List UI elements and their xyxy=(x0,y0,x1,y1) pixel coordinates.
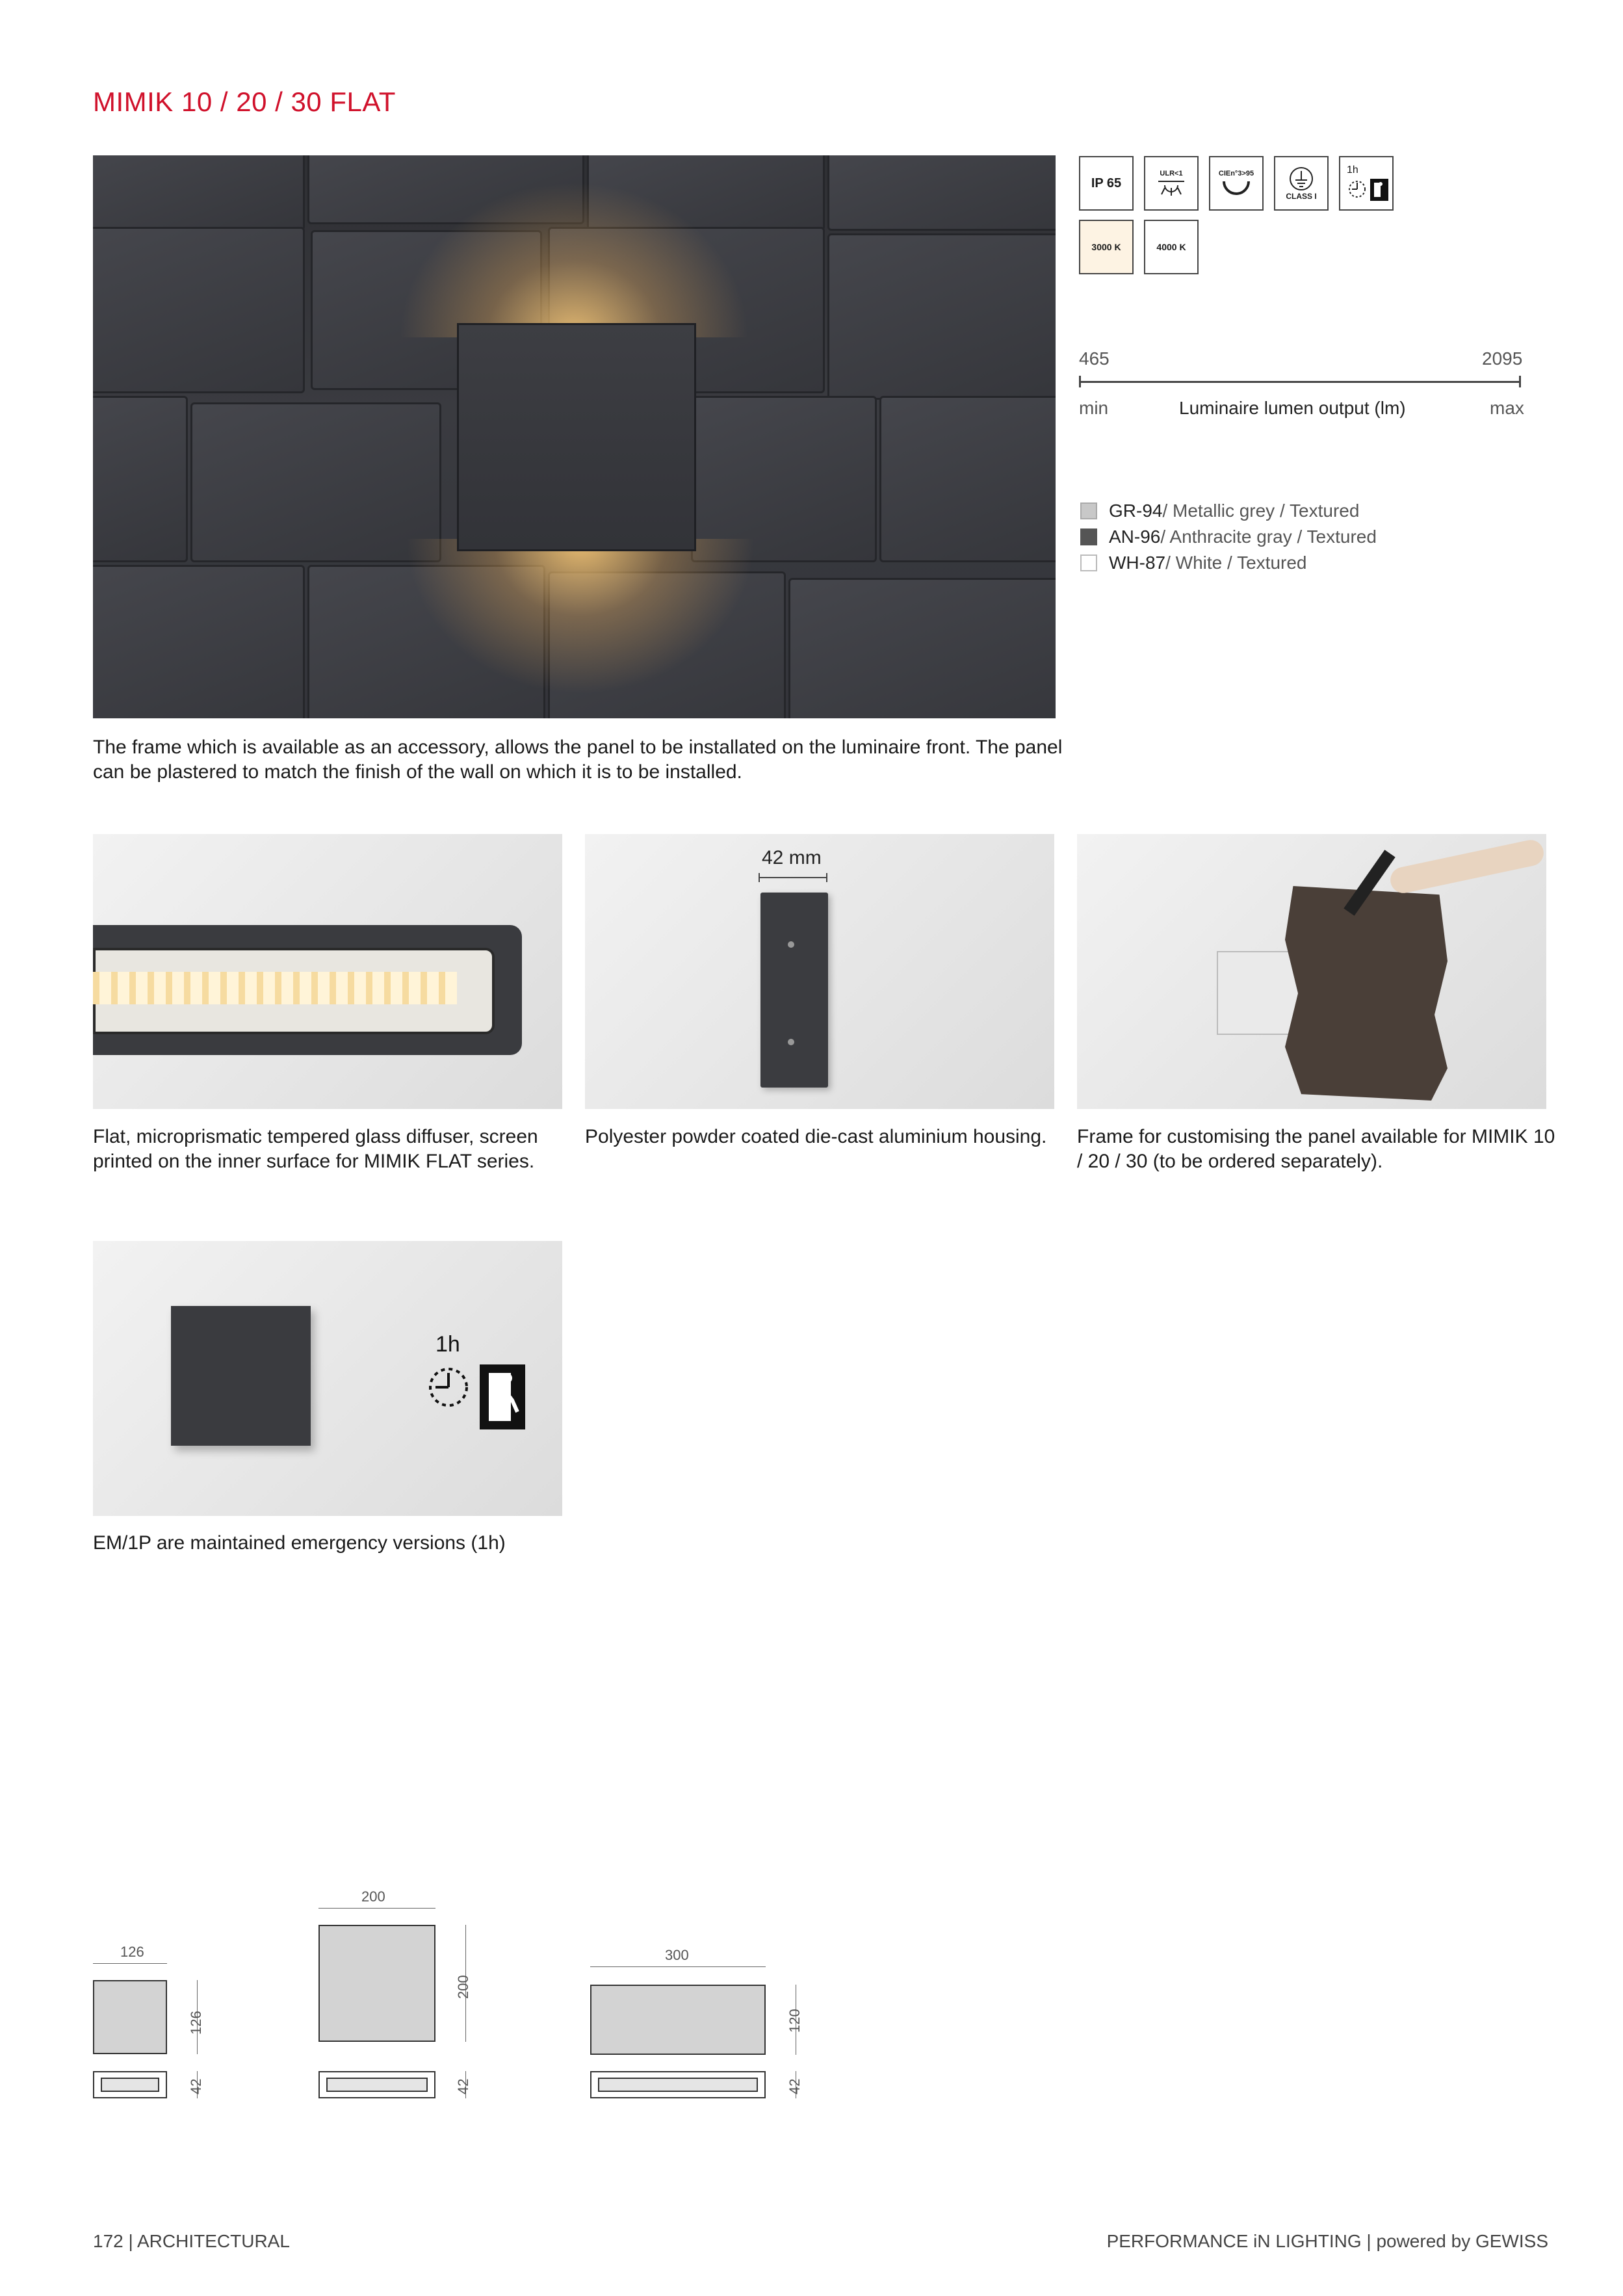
dim-depth: 42 xyxy=(786,2078,803,2094)
class-badge xyxy=(1274,156,1329,211)
hero-photo xyxy=(93,155,1056,718)
emergency-label: 1h xyxy=(1347,164,1358,176)
lumen-max-label: max xyxy=(1490,398,1524,418)
lumen-scale-line xyxy=(1079,381,1521,383)
luminaire xyxy=(457,323,696,551)
emergency-exit-icon xyxy=(1347,176,1390,202)
housing-caption: Polyester powder coated die-cast aluminium housing. xyxy=(585,1126,1047,1147)
class-label: CLASS I xyxy=(1286,192,1317,201)
dim-width: 126 xyxy=(120,1944,144,1960)
page-title: MIMIK 10 / 20 / 30 FLAT xyxy=(93,86,396,117)
earth-icon xyxy=(1288,166,1314,192)
footer-brand: PERFORMANCE iN LIGHTING | powered by GEWISS xyxy=(1106,2231,1548,2251)
swatch-anthracite xyxy=(1080,528,1097,545)
dim-width: 300 xyxy=(665,1947,689,1963)
swatch-grey xyxy=(1080,502,1097,519)
front-view xyxy=(590,1985,766,2055)
housing-dimension: 42 mm xyxy=(762,847,822,868)
dim-depth: 42 xyxy=(455,2078,471,2094)
ip65-badge: IP 65 xyxy=(1079,156,1134,211)
arc-icon xyxy=(1220,177,1253,197)
finish-list xyxy=(1080,498,1377,576)
hero-caption: The frame which is available as an accessory, allows the panel to be installated on the luminaire front. The panel can be plastered to match the finish of the wall on which it is to be installed. xyxy=(93,737,1063,783)
sun-icon xyxy=(1157,177,1186,197)
footer-page-section: 172 | ARCHITECTURAL xyxy=(93,2231,290,2251)
emergency-caption: EM/1P are maintained emergency versions (1h) xyxy=(93,1532,506,1554)
ulr-badge xyxy=(1144,156,1199,211)
lumen-min-label: min xyxy=(1079,398,1109,418)
drawing-mimik-20 xyxy=(318,1888,526,2113)
diffuser-photo xyxy=(93,834,562,1109)
dim-depth: 42 xyxy=(188,2078,204,2094)
side-view xyxy=(590,2071,766,2098)
ulr-label: ULR<1 xyxy=(1160,170,1183,177)
temp-4000k: 4000 K xyxy=(1144,220,1199,274)
frame-caption: Frame for customising the panel available for MIMIK 10 / 20 / 30 (to be ordered separately). xyxy=(1077,1126,1555,1172)
dim-width: 200 xyxy=(361,1888,385,1905)
side-view xyxy=(93,2071,167,2098)
finish-item: AN-96 / Anthracite gray / Textured xyxy=(1080,524,1377,550)
lumen-label: Luminaire lumen output (lm) xyxy=(1179,398,1406,418)
lumen-max-value: 2095 xyxy=(1482,348,1523,369)
cie-badge xyxy=(1209,156,1264,211)
finish-item: GR-94 / Metallic grey / Textured xyxy=(1080,498,1377,524)
emergency-photo-badge: 1h xyxy=(435,1332,460,1357)
emergency-badge xyxy=(1339,156,1394,211)
temp-3000k: 3000 K xyxy=(1079,220,1134,274)
emergency-photo xyxy=(93,1241,562,1516)
housing-photo xyxy=(585,834,1054,1109)
dim-height: 120 xyxy=(786,2009,803,2033)
dim-height: 126 xyxy=(188,2011,204,2035)
lumen-min-value: 465 xyxy=(1079,348,1110,369)
finish-item: WH-87 / White / Textured xyxy=(1080,550,1377,576)
emergency-exit-icon xyxy=(428,1361,532,1433)
drawing-mimik-10 xyxy=(93,1944,353,2113)
swatch-white xyxy=(1080,554,1097,571)
drawing-mimik-30 xyxy=(590,1947,824,2113)
front-view xyxy=(93,1980,167,2054)
dim-height: 200 xyxy=(455,1975,471,1999)
cie-label: CIEn°3>95 xyxy=(1218,170,1254,177)
side-view xyxy=(318,2071,435,2098)
front-view xyxy=(318,1925,435,2042)
diffuser-caption: Flat, microprismatic tempered glass diffuser, screen printed on the inner surface for MIMIK FLAT series. xyxy=(93,1126,538,1172)
frame-photo xyxy=(1077,834,1546,1109)
